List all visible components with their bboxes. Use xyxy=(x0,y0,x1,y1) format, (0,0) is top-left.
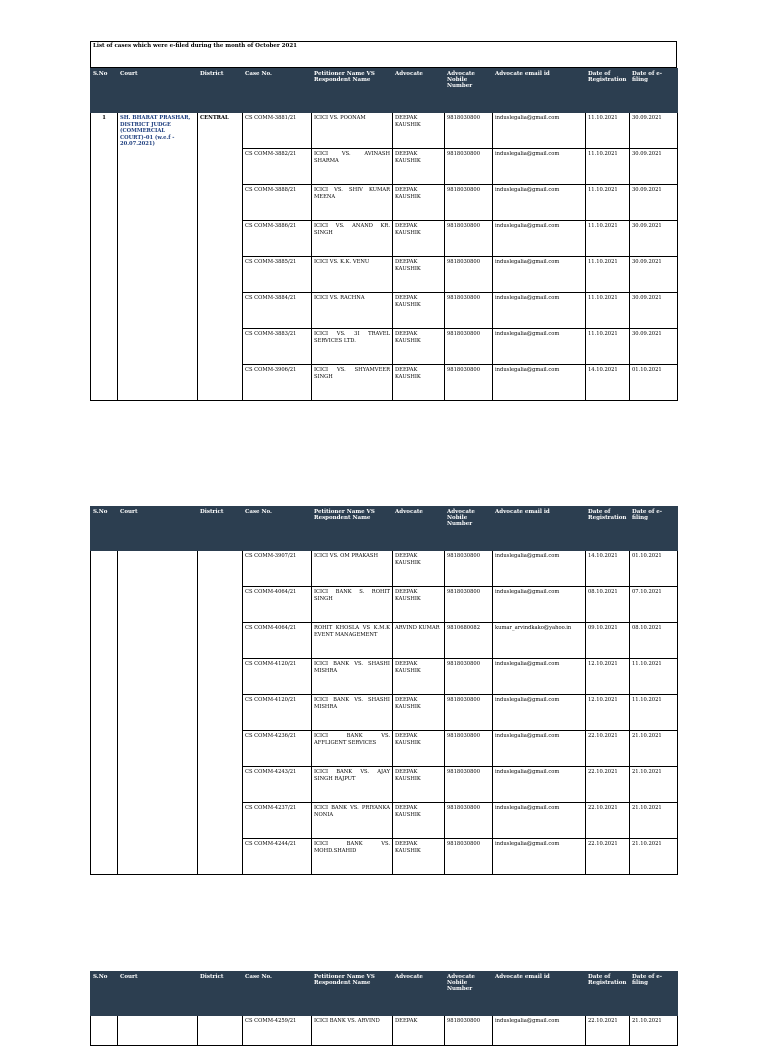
cell-district xyxy=(198,1016,243,1046)
cell-case-no: CS COMM-3883/21 xyxy=(243,329,312,365)
header-date-registration: Date of Registration xyxy=(586,69,630,113)
header-court: Court xyxy=(118,972,198,1016)
table-body-2 xyxy=(91,551,678,875)
cell-date-reg: 22.10.2021 xyxy=(586,731,630,767)
cell-district xyxy=(198,551,243,875)
header-date-registration: Date of Registration xyxy=(586,972,630,1016)
cell-petitioner: ICICI VS. SHIV KUMAR MEENA xyxy=(312,185,393,221)
cell-case-no: CS COMM-4237/21 xyxy=(243,803,312,839)
cell-advocate: DEEPAK KAUSHIK xyxy=(393,551,445,587)
cell-petitioner: ICICI VS. K.K. VENU xyxy=(312,257,393,293)
cell-email: induslegalia@gmail.com xyxy=(493,149,586,185)
cell-mobile: 9818030800 xyxy=(445,257,493,293)
cell-case-no: CS COMM-4064/21 xyxy=(243,587,312,623)
cell-petitioner: ICICI BANK VS. PRIYANKA NONIA xyxy=(312,803,393,839)
cell-case-no: CS COMM-4064/21 xyxy=(243,623,312,659)
cell-date-reg: 22.10.2021 xyxy=(586,767,630,803)
cell-advocate: DEEPAK KAUSHIK xyxy=(393,293,445,329)
page-1 xyxy=(90,41,677,401)
cell-petitioner: ICICI VS. POONAM xyxy=(312,113,393,149)
header-petitioner: Petitioner Name VS Respondent Name xyxy=(312,507,393,551)
cell-mobile: 9818030800 xyxy=(445,767,493,803)
cell-date-reg: 08.10.2021 xyxy=(586,587,630,623)
cell-date-reg: 11.10.2021 xyxy=(586,185,630,221)
cell-date-filing: 11.10.2021 xyxy=(630,695,678,731)
cell-case-no: CS COMM-3885/21 xyxy=(243,257,312,293)
cell-petitioner: ICICI VS. SHYAMVEER SINGH xyxy=(312,365,393,401)
cell-mobile: 9818030800 xyxy=(445,293,493,329)
cell-date-filing: 30.09.2021 xyxy=(630,221,678,257)
cell-petitioner: ICICI BANK VS. AJAY SINGH RAJPUT xyxy=(312,767,393,803)
cell-sno xyxy=(91,551,118,875)
cell-date-reg: 11.10.2021 xyxy=(586,329,630,365)
cell-petitioner: ICICI BANK VS. AFFLIGENT SERVICES xyxy=(312,731,393,767)
header-mobile: Advocate Nobile Number xyxy=(445,69,493,113)
cell-advocate: DEEPAK KAUSHIK xyxy=(393,839,445,875)
cell-date-filing: 30.09.2021 xyxy=(630,149,678,185)
cell-date-filing: 30.09.2021 xyxy=(630,257,678,293)
cell-email: induslegalia@gmail.com xyxy=(493,293,586,329)
table-row xyxy=(91,551,678,587)
cell-case-no: CS COMM-3881/21 xyxy=(243,113,312,149)
cell-date-reg: 11.10.2021 xyxy=(586,293,630,329)
header-district: District xyxy=(198,69,243,113)
table-header xyxy=(91,69,678,113)
cell-advocate: DEEPAK KAUSHIK xyxy=(393,113,445,149)
cell-date-reg: 11.10.2021 xyxy=(586,113,630,149)
header-case-no: Case No. xyxy=(243,69,312,113)
cell-mobile: 9818030800 xyxy=(445,803,493,839)
cell-date-filing: 21.10.2021 xyxy=(630,803,678,839)
cell-court: SH. BHARAT PRASHAR, DISTRICT JUDGE (COMMERCIAL COURT)-01 (w.e.f - 20.07.2021) xyxy=(118,113,198,401)
cell-case-no: CS COMM-3906/21 xyxy=(243,365,312,401)
cell-email: induslegalia@gmail.com xyxy=(493,113,586,149)
cell-date-filing: 01.10.2021 xyxy=(630,365,678,401)
cell-date-filing: 30.09.2021 xyxy=(630,329,678,365)
cell-date-filing: 11.10.2021 xyxy=(630,659,678,695)
cell-email: induslegalia@gmail.com xyxy=(493,731,586,767)
cell-advocate: ARVIND KUMAR xyxy=(393,623,445,659)
cell-mobile: 9818030800 xyxy=(445,731,493,767)
cell-date-filing: 01.10.2021 xyxy=(630,551,678,587)
header-district: District xyxy=(198,972,243,1016)
cell-date-filing: 07.10.2021 xyxy=(630,587,678,623)
header-petitioner: Petitioner Name VS Respondent Name xyxy=(312,69,393,113)
header-date-filing: Date of e-filing xyxy=(630,972,678,1016)
cell-date-reg: 11.10.2021 xyxy=(586,149,630,185)
cell-petitioner: ICICI VS. AVINASH SHARMA xyxy=(312,149,393,185)
page-3 xyxy=(90,971,677,1046)
cell-case-no: CS COMM-3907/21 xyxy=(243,551,312,587)
cell-mobile: 9818030800 xyxy=(445,365,493,401)
cell-email: kumar_arvindkako@yahoo.in xyxy=(493,623,586,659)
cell-court xyxy=(118,1016,198,1046)
header-advocate: Advocate xyxy=(393,507,445,551)
cell-case-no: CS COMM-3882/21 xyxy=(243,149,312,185)
header-mobile: Advocate Nobile Number xyxy=(445,507,493,551)
cell-case-no: CS COMM-3888/21 xyxy=(243,185,312,221)
cell-email: induslegalia@gmail.com xyxy=(493,221,586,257)
cell-mobile: 9818030800 xyxy=(445,659,493,695)
cell-date-filing: 21.10.2021 xyxy=(630,767,678,803)
header-sno: S.No xyxy=(91,507,118,551)
cell-petitioner: ICICI BANK VS. SHASHI MISHRA xyxy=(312,695,393,731)
cell-petitioner: ICICI BANK VS. SHASHI MISHRA xyxy=(312,659,393,695)
cell-date-filing: 08.10.2021 xyxy=(630,623,678,659)
cases-table-2 xyxy=(90,506,678,875)
cell-date-reg: 12.10.2021 xyxy=(586,659,630,695)
header-case-no: Case No. xyxy=(243,972,312,1016)
cell-email: induslegalia@gmail.com xyxy=(493,587,586,623)
cell-case-no: CS COMM-3886/21 xyxy=(243,221,312,257)
cell-date-filing: 21.10.2021 xyxy=(630,1016,678,1046)
cell-email: induslegalia@gmail.com xyxy=(493,659,586,695)
header-email: Advocate email id xyxy=(493,69,586,113)
cell-advocate: DEEPAK KAUSHIK xyxy=(393,731,445,767)
cell-advocate: DEEPAK KAUSHIK xyxy=(393,803,445,839)
cell-advocate: DEEPAK KAUSHIK xyxy=(393,659,445,695)
cell-advocate: DEEPAK KAUSHIK xyxy=(393,365,445,401)
cell-mobile: 9818030800 xyxy=(445,221,493,257)
cell-date-reg: 11.10.2021 xyxy=(586,221,630,257)
header-date-filing: Date of e-filing xyxy=(630,69,678,113)
cell-case-no: CS COMM-4243/21 xyxy=(243,767,312,803)
table-body-3 xyxy=(91,1016,678,1046)
cell-date-filing: 21.10.2021 xyxy=(630,731,678,767)
cell-mobile: 9810680082 xyxy=(445,623,493,659)
cell-advocate: DEEPAK KAUSHIK xyxy=(393,695,445,731)
cell-district: CENTRAL xyxy=(198,113,243,401)
header-date-filing: Date of e-filing xyxy=(630,507,678,551)
table-header xyxy=(91,972,678,1016)
cell-date-filing: 21.10.2021 xyxy=(630,839,678,875)
cell-email: induslegalia@gmail.com xyxy=(493,551,586,587)
cell-email: induslegalia@gmail.com xyxy=(493,257,586,293)
header-court: Court xyxy=(118,507,198,551)
cell-petitioner: ICICI VS. ANAND KR. SINGH xyxy=(312,221,393,257)
cell-mobile: 9818030800 xyxy=(445,113,493,149)
cell-date-reg: 14.10.2021 xyxy=(586,551,630,587)
cell-petitioner: ICICI VS. OM PRAKASH xyxy=(312,551,393,587)
cell-email: induslegalia@gmail.com xyxy=(493,695,586,731)
cell-advocate: DEEPAK KAUSHIK xyxy=(393,221,445,257)
cell-mobile: 9818030800 xyxy=(445,185,493,221)
cell-advocate: DEEPAK xyxy=(393,1016,445,1046)
cases-table-1 xyxy=(90,68,678,401)
cell-date-reg: 12.10.2021 xyxy=(586,695,630,731)
cell-case-no: CS COMM-4236/21 xyxy=(243,731,312,767)
cell-advocate: DEEPAK KAUSHIK xyxy=(393,587,445,623)
cell-date-reg: 22.10.2021 xyxy=(586,1016,630,1046)
cell-mobile: 9818030800 xyxy=(445,839,493,875)
cell-court xyxy=(118,551,198,875)
cell-case-no: CS COMM-4244/21 xyxy=(243,839,312,875)
cell-petitioner: ICICI BANK S. ROHIT SINGH xyxy=(312,587,393,623)
header-sno: S.No xyxy=(91,69,118,113)
cell-email: induslegalia@gmail.com xyxy=(493,1016,586,1046)
cell-date-reg: 22.10.2021 xyxy=(586,803,630,839)
header-mobile: Advocate Nobile Number xyxy=(445,972,493,1016)
cell-case-no: CS COMM-4120/21 xyxy=(243,695,312,731)
page-2 xyxy=(90,506,677,875)
cell-advocate: DEEPAK KAUSHIK xyxy=(393,149,445,185)
cell-email: induslegalia@gmail.com xyxy=(493,767,586,803)
header-email: Advocate email id xyxy=(493,507,586,551)
cell-date-filing: 30.09.2021 xyxy=(630,293,678,329)
cell-petitioner: ROHIT KHOSLA VS K.M.K EVENT MANAGEMENT xyxy=(312,623,393,659)
cell-case-no: CS COMM-4120/21 xyxy=(243,659,312,695)
cases-table-3 xyxy=(90,971,678,1046)
cell-mobile: 9818030800 xyxy=(445,149,493,185)
cell-mobile: 9818030800 xyxy=(445,695,493,731)
cell-sno: 1 xyxy=(91,113,118,401)
cell-advocate: DEEPAK KAUSHIK xyxy=(393,767,445,803)
header-advocate: Advocate xyxy=(393,69,445,113)
header-date-registration: Date of Registration xyxy=(586,507,630,551)
cell-date-reg: 09.10.2021 xyxy=(586,623,630,659)
cell-case-no: CS COMM-4259/21 xyxy=(243,1016,312,1046)
cell-petitioner: ICICI VS. RACHNA xyxy=(312,293,393,329)
header-petitioner: Petitioner Name VS Respondent Name xyxy=(312,972,393,1016)
table-row xyxy=(91,113,678,149)
cell-mobile: 9818030800 xyxy=(445,1016,493,1046)
cell-email: induslegalia@gmail.com xyxy=(493,803,586,839)
cell-petitioner: ICICI BANK VS. ARVIND xyxy=(312,1016,393,1046)
cell-email: induslegalia@gmail.com xyxy=(493,365,586,401)
cell-mobile: 9818030800 xyxy=(445,329,493,365)
cell-date-reg: 22.10.2021 xyxy=(586,839,630,875)
cell-mobile: 9818030800 xyxy=(445,551,493,587)
cell-case-no: CS COMM-3884/21 xyxy=(243,293,312,329)
document-title: List of cases which were e-filed during the month of October 2021 xyxy=(90,41,677,68)
cell-advocate: DEEPAK KAUSHIK xyxy=(393,185,445,221)
cell-email: induslegalia@gmail.com xyxy=(493,329,586,365)
cell-advocate: DEEPAK KAUSHIK xyxy=(393,329,445,365)
table-body-1 xyxy=(91,113,678,401)
cell-petitioner: ICICI VS. 3I TRAVEL SERVICES LTD. xyxy=(312,329,393,365)
cell-sno xyxy=(91,1016,118,1046)
cell-date-filing: 30.09.2021 xyxy=(630,113,678,149)
header-court: Court xyxy=(118,69,198,113)
header-case-no: Case No. xyxy=(243,507,312,551)
cell-advocate: DEEPAK KAUSHIK xyxy=(393,257,445,293)
cell-email: induslegalia@gmail.com xyxy=(493,185,586,221)
header-email: Advocate email id xyxy=(493,972,586,1016)
header-district: District xyxy=(198,507,243,551)
table-row xyxy=(91,1016,678,1046)
cell-mobile: 9818030800 xyxy=(445,587,493,623)
cell-petitioner: ICICI BANK VS. MOHD.SHAHID xyxy=(312,839,393,875)
cell-email: induslegalia@gmail.com xyxy=(493,839,586,875)
cell-date-reg: 11.10.2021 xyxy=(586,257,630,293)
table-header xyxy=(91,507,678,551)
header-advocate: Advocate xyxy=(393,972,445,1016)
header-sno: S.No xyxy=(91,972,118,1016)
cell-date-filing: 30.09.2021 xyxy=(630,185,678,221)
cell-date-reg: 14.10.2021 xyxy=(586,365,630,401)
